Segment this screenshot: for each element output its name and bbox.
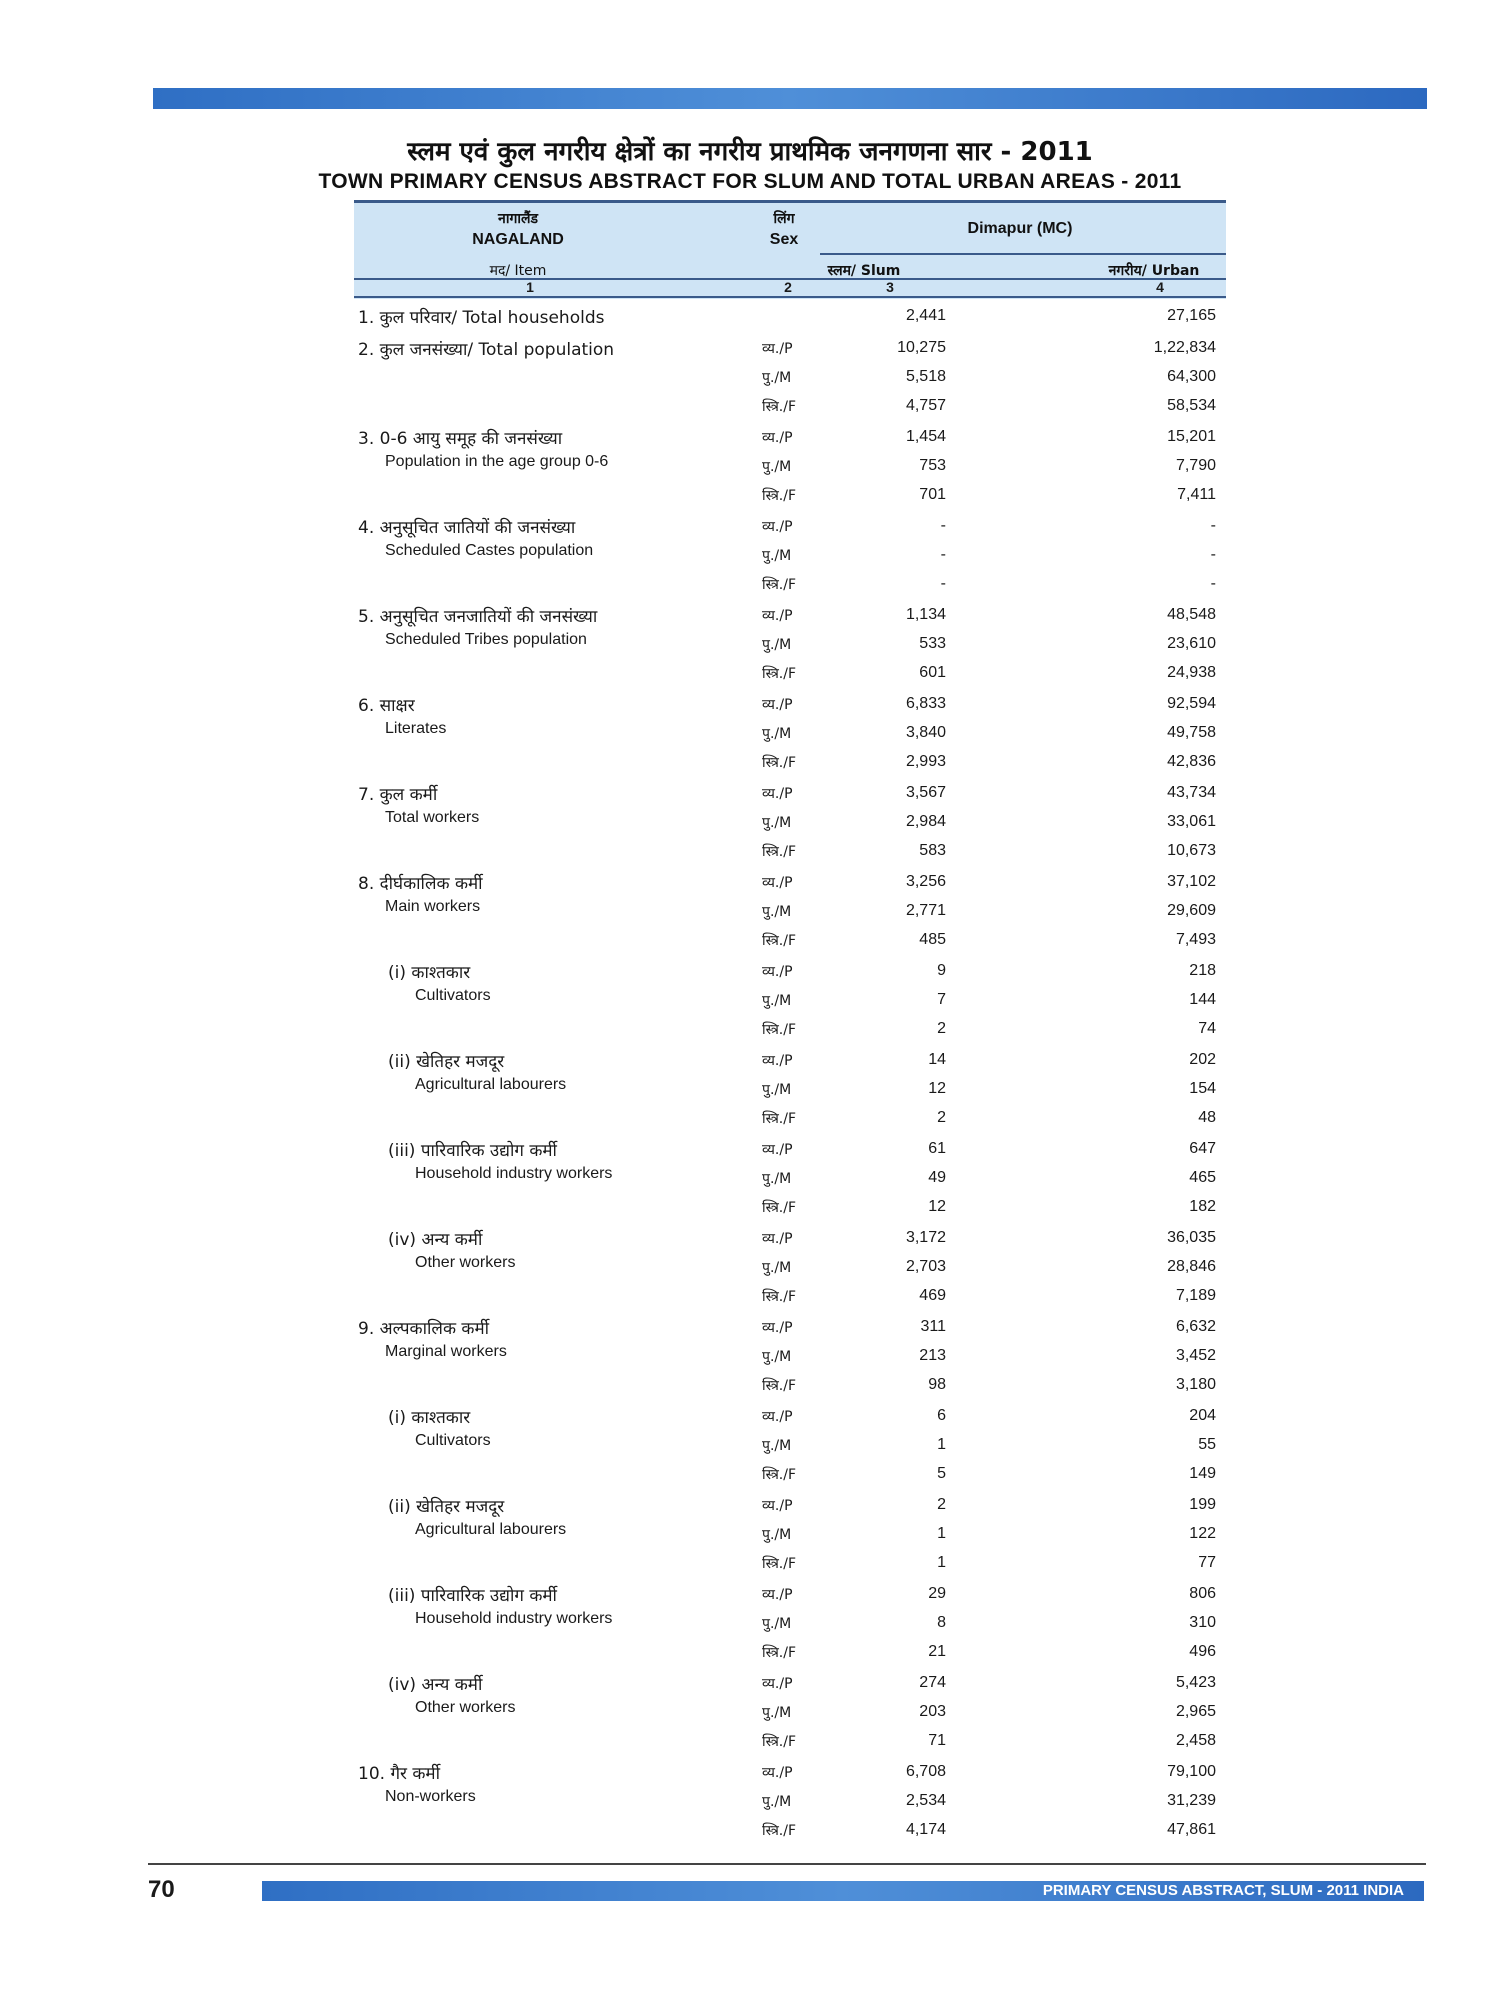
urban-value: 55	[1198, 1436, 1216, 1453]
slum-value: 4,757	[905, 397, 946, 414]
sex-label: पु./M	[762, 993, 792, 1009]
sex-label: पु./M	[762, 904, 792, 920]
slum-value: 3,840	[905, 724, 946, 741]
slum-value: 2,771	[905, 902, 946, 919]
row-label-english: Cultivators	[415, 987, 491, 1004]
sex-label: स्त्रि./F	[762, 1289, 797, 1305]
slum-value: 1	[937, 1554, 946, 1571]
urban-value: 29,609	[1167, 902, 1216, 919]
urban-value: 77	[1198, 1554, 1216, 1571]
slum-value: 469	[919, 1287, 946, 1304]
slum-value: 203	[919, 1703, 946, 1720]
sex-label: पु./M	[762, 1705, 792, 1721]
slum-value: 7	[937, 991, 946, 1008]
urban-value: -	[1210, 517, 1216, 534]
urban-value: 496	[1189, 1643, 1216, 1660]
column-number: 1	[526, 279, 534, 295]
urban-value: 23,610	[1167, 635, 1216, 652]
sex-label: व्य./P	[762, 1053, 793, 1069]
row-label-hindi: 4. अनुसूचित जातियों की जनसंख्या	[358, 518, 576, 538]
urban-value: 58,534	[1167, 397, 1216, 414]
slum-value: 2	[937, 1496, 946, 1513]
sex-label: स्त्रि./F	[762, 933, 797, 949]
sex-label: पु./M	[762, 370, 792, 386]
urban-value: 310	[1189, 1614, 1216, 1631]
footer-bar	[262, 1881, 1424, 1901]
urban-value: 149	[1189, 1465, 1216, 1482]
row-label-english: Main workers	[385, 898, 481, 915]
row-label-hindi: 10. गैर कर्मी	[358, 1764, 440, 1784]
row-label-hindi: 7. कुल कर्मी	[358, 785, 438, 805]
row-label-hindi: 9. अल्पकालिक कर्मी	[358, 1319, 490, 1339]
urban-value: 42,836	[1167, 753, 1216, 770]
urban-value: 3,180	[1175, 1376, 1216, 1393]
sex-label: व्य./P	[762, 697, 793, 713]
urban-value: 10,673	[1167, 842, 1216, 859]
row-label-english: Agricultural labourers	[415, 1521, 567, 1538]
slum-value: 1,134	[905, 606, 946, 623]
sex-label: स्त्रि./F	[762, 1378, 797, 1394]
urban-value: -	[1210, 546, 1216, 563]
header-town-name: Dimapur (MC)	[967, 220, 1073, 237]
sex-label: व्य./P	[762, 964, 793, 980]
sex-label: व्य./P	[762, 430, 793, 446]
slum-value: 3,172	[905, 1229, 946, 1246]
header-item-label: मद/ Item	[489, 263, 547, 279]
row-label-english: Literates	[385, 720, 447, 737]
urban-value: 64,300	[1167, 368, 1216, 385]
slum-value: 2,703	[905, 1258, 946, 1275]
column-number: 3	[886, 279, 894, 295]
slum-value: 533	[919, 635, 946, 652]
urban-value: 15,201	[1167, 428, 1216, 445]
slum-value: 5,518	[905, 368, 946, 385]
top-decorative-bar	[153, 88, 1427, 109]
header-sex-hindi: लिंग	[773, 211, 795, 227]
slum-value: 6,708	[905, 1763, 946, 1780]
header-bottom-rule	[354, 296, 1226, 298]
slum-value: 12	[928, 1198, 946, 1215]
row-label-english: Household industry workers	[415, 1165, 613, 1182]
column-number: 4	[1156, 279, 1164, 295]
row-label-english: Household industry workers	[415, 1610, 613, 1627]
urban-value: 3,452	[1175, 1347, 1216, 1364]
row-label-hindi: (ii) खेतिहर मजदूर	[388, 1497, 505, 1517]
sex-label: व्य./P	[762, 786, 793, 802]
sex-label: स्त्रि./F	[762, 844, 797, 860]
urban-value: -	[1210, 575, 1216, 592]
urban-value: 154	[1189, 1080, 1216, 1097]
urban-value: 465	[1189, 1169, 1216, 1186]
sex-label: पु./M	[762, 1616, 792, 1632]
header-sex-english: Sex	[769, 231, 799, 248]
sex-label: पु./M	[762, 1794, 792, 1810]
footer-text: PRIMARY CENSUS ABSTRACT, SLUM - 2011 INDIA	[1042, 1882, 1404, 1899]
sex-label: स्त्रि./F	[762, 1200, 797, 1216]
sex-label: स्त्रि./F	[762, 1823, 797, 1839]
sex-label: व्य./P	[762, 875, 793, 891]
slum-value: 3,567	[905, 784, 946, 801]
slum-value: 6	[937, 1407, 946, 1424]
slum-value: 753	[919, 457, 946, 474]
urban-value: 48,548	[1167, 606, 1216, 623]
row-label-english: Agricultural labourers	[415, 1076, 567, 1093]
header-state-hindi: नागालैंड	[498, 211, 538, 227]
sex-label: पु./M	[762, 459, 792, 475]
footer-rule	[148, 1863, 1426, 1865]
urban-value: 43,734	[1167, 784, 1216, 801]
slum-value: 3,256	[905, 873, 946, 890]
slum-value: 21	[928, 1643, 946, 1660]
sex-label: पु./M	[762, 637, 792, 653]
slum-value: 2,441	[905, 307, 946, 324]
sex-label: पु./M	[762, 1527, 792, 1543]
slum-value: 49	[928, 1169, 946, 1186]
slum-value: 2,534	[905, 1792, 946, 1809]
header-slum-label: स्लम/ Slum	[827, 263, 901, 279]
slum-value: 14	[928, 1051, 946, 1068]
sex-label: स्त्रि./F	[762, 1645, 797, 1661]
sex-label: पु./M	[762, 815, 792, 831]
urban-value: 202	[1189, 1051, 1216, 1068]
urban-value: 7,189	[1175, 1287, 1216, 1304]
row-label-hindi: 2. कुल जनसंख्या/ Total population	[358, 340, 615, 360]
urban-value: 31,239	[1167, 1792, 1216, 1809]
slum-value: 29	[928, 1585, 946, 1602]
urban-value: 49,758	[1167, 724, 1216, 741]
sex-label: पु./M	[762, 548, 792, 564]
header-state-english: NAGALAND	[472, 231, 564, 248]
slum-value: 1,454	[905, 428, 946, 445]
row-label-hindi: 1. कुल परिवार/ Total households	[358, 308, 605, 328]
urban-value: 806	[1189, 1585, 1216, 1602]
urban-value: 1,22,834	[1153, 339, 1216, 356]
sex-label: स्त्रि./F	[762, 1022, 797, 1038]
sex-label: पु./M	[762, 1260, 792, 1276]
urban-value: 204	[1189, 1407, 1216, 1424]
urban-value: 144	[1189, 991, 1216, 1008]
sex-label: पु./M	[762, 1349, 792, 1365]
urban-value: 36,035	[1167, 1229, 1216, 1246]
slum-value: 485	[919, 931, 946, 948]
row-label-hindi: (i) काश्तकार	[388, 1408, 471, 1428]
page-title-english: TOWN PRIMARY CENSUS ABSTRACT FOR SLUM AND TOTAL URBAN AREAS - 2011	[318, 170, 1182, 193]
slum-value: 12	[928, 1080, 946, 1097]
slum-value: 6,833	[905, 695, 946, 712]
slum-value: 1	[937, 1525, 946, 1542]
row-label-hindi: 3. 0-6 आयु समूह की जनसंख्या	[358, 429, 563, 449]
sex-label: व्य./P	[762, 1676, 793, 1692]
row-label-hindi: 5. अनुसूचित जनजातियों की जनसंख्या	[358, 607, 598, 627]
page-title-hindi: स्लम एवं कुल नगरीय क्षेत्रों का नगरीय प्राथमिक जनगणना सार - 2011	[407, 137, 1093, 167]
sex-label: व्य./P	[762, 608, 793, 624]
urban-value: 27,165	[1167, 307, 1216, 324]
slum-value: 8	[937, 1614, 946, 1631]
row-label-english: Marginal workers	[385, 1343, 507, 1360]
slum-value: 213	[919, 1347, 946, 1364]
urban-value: 37,102	[1167, 873, 1216, 890]
row-label-english: Cultivators	[415, 1432, 491, 1449]
sex-label: व्य./P	[762, 1320, 793, 1336]
sex-label: स्त्रि./F	[762, 1734, 797, 1750]
sex-label: पु./M	[762, 726, 792, 742]
slum-value: 2	[937, 1020, 946, 1037]
slum-value: -	[940, 517, 946, 534]
urban-value: 122	[1189, 1525, 1216, 1542]
column-number: 2	[784, 279, 792, 295]
urban-value: 74	[1198, 1020, 1216, 1037]
sex-label: व्य./P	[762, 519, 793, 535]
sex-label: व्य./P	[762, 341, 793, 357]
urban-value: 79,100	[1167, 1763, 1216, 1780]
urban-value: 6,632	[1175, 1318, 1216, 1335]
row-label-english: Other workers	[415, 1699, 516, 1716]
header-urban-label: नगरीय/ Urban	[1108, 263, 1200, 279]
urban-value: 647	[1189, 1140, 1216, 1157]
slum-value: 98	[928, 1376, 946, 1393]
urban-value: 92,594	[1167, 695, 1216, 712]
slum-value: 2	[937, 1109, 946, 1126]
urban-value: 28,846	[1167, 1258, 1216, 1275]
slum-value: 601	[919, 664, 946, 681]
urban-value: 33,061	[1167, 813, 1216, 830]
slum-value: 1	[937, 1436, 946, 1453]
sex-label: व्य./P	[762, 1587, 793, 1603]
slum-value: 2,993	[905, 753, 946, 770]
slum-value: 4,174	[905, 1821, 946, 1838]
slum-value: -	[940, 546, 946, 563]
slum-value: 311	[920, 1318, 946, 1335]
row-label-english: Non-workers	[385, 1788, 476, 1805]
sex-label: स्त्रि./F	[762, 755, 797, 771]
sex-label: व्य./P	[762, 1765, 793, 1781]
row-label-english: Scheduled Castes population	[385, 542, 594, 559]
sex-label: व्य./P	[762, 1142, 793, 1158]
row-label-hindi: 6. साक्षर	[358, 696, 415, 716]
sex-label: स्त्रि./F	[762, 1111, 797, 1127]
slum-value: 71	[928, 1732, 946, 1749]
urban-value: 182	[1189, 1198, 1216, 1215]
row-label-english: Population in the age group 0-6	[385, 453, 609, 470]
row-label-english: Total workers	[385, 809, 480, 826]
sex-label: पु./M	[762, 1171, 792, 1187]
urban-value: 2,458	[1175, 1732, 1216, 1749]
slum-value: 583	[919, 842, 946, 859]
sex-label: स्त्रि./F	[762, 399, 797, 415]
slum-value: 5	[937, 1465, 946, 1482]
row-label-hindi: 8. दीर्घकालिक कर्मी	[358, 874, 483, 894]
sex-label: पु./M	[762, 1082, 792, 1098]
urban-value: 48	[1198, 1109, 1216, 1126]
row-label-hindi: (iii) पारिवारिक उद्योग कर्मी	[388, 1586, 557, 1606]
sex-label: स्त्रि./F	[762, 488, 797, 504]
sex-label: स्त्रि./F	[762, 577, 797, 593]
urban-value: 199	[1189, 1496, 1216, 1513]
sex-label: स्त्रि./F	[762, 1556, 797, 1572]
urban-value: 7,790	[1175, 457, 1216, 474]
sex-label: स्त्रि./F	[762, 1467, 797, 1483]
sex-label: व्य./P	[762, 1498, 793, 1514]
row-label-hindi: (iii) पारिवारिक उद्योग कर्मी	[388, 1141, 557, 1161]
slum-value: 274	[919, 1674, 946, 1691]
row-label-hindi: (iv) अन्य कर्मी	[388, 1230, 483, 1250]
urban-value: 7,493	[1175, 931, 1216, 948]
sex-label: व्य./P	[762, 1409, 793, 1425]
slum-value: 61	[928, 1140, 946, 1157]
sex-label: व्य./P	[762, 1231, 793, 1247]
sex-label: पु./M	[762, 1438, 792, 1454]
row-label-hindi: (i) काश्तकार	[388, 963, 471, 983]
slum-value: -	[940, 575, 946, 592]
urban-value: 218	[1189, 962, 1216, 979]
urban-value: 47,861	[1167, 1821, 1216, 1838]
slum-value: 2,984	[905, 813, 946, 830]
header-subdivider	[820, 253, 1226, 255]
urban-value: 2,965	[1175, 1703, 1216, 1720]
slum-value: 10,275	[897, 339, 946, 356]
page-number: 70	[148, 1876, 175, 1903]
row-label-english: Other workers	[415, 1254, 516, 1271]
slum-value: 9	[937, 962, 946, 979]
urban-value: 7,411	[1177, 486, 1216, 503]
urban-value: 24,938	[1167, 664, 1216, 681]
sex-label: स्त्रि./F	[762, 666, 797, 682]
row-label-english: Scheduled Tribes population	[385, 631, 587, 648]
row-label-hindi: (ii) खेतिहर मजदूर	[388, 1052, 505, 1072]
row-label-hindi: (iv) अन्य कर्मी	[388, 1675, 483, 1695]
urban-value: 5,423	[1175, 1674, 1216, 1691]
slum-value: 701	[919, 486, 946, 503]
